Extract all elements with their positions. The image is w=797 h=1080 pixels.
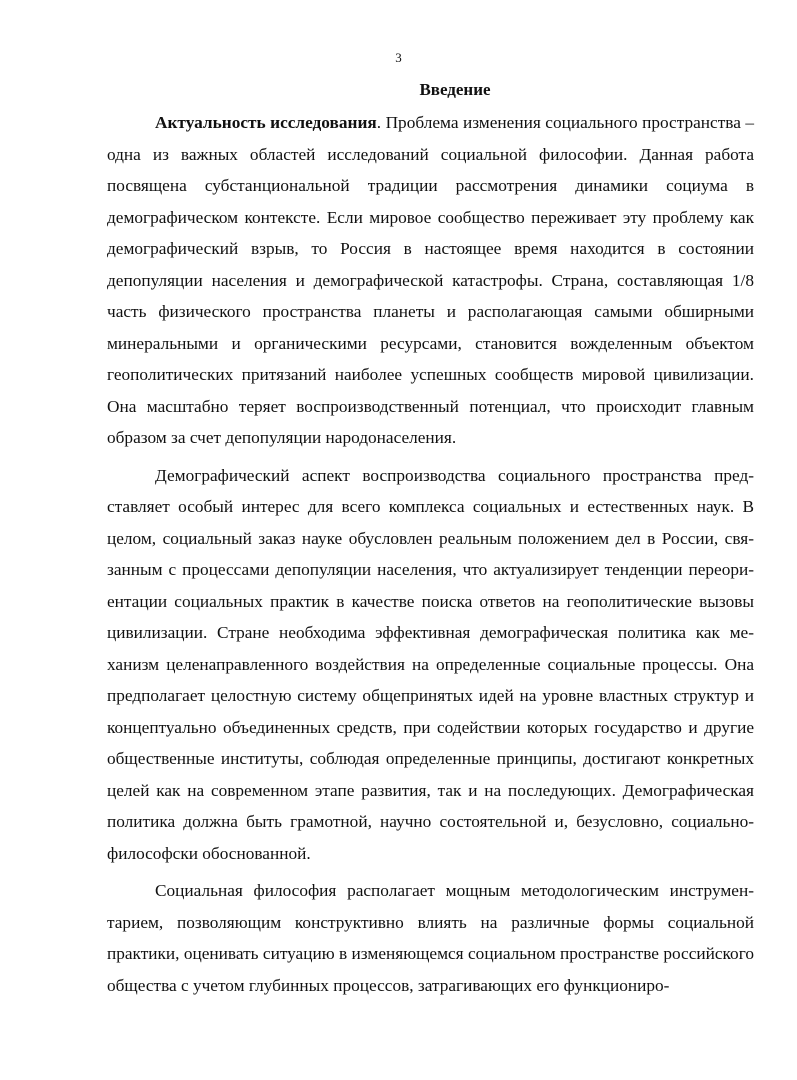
section-title: Введение: [419, 80, 491, 99]
paragraph-social-philosophy: Социальная философия располагает мощным методологическим инструментарием, позволяющим конструктивно влиять на различные формы социальной практики, оценивать ситуацию в изменяющемся социальном пространстве российского общества с учетом глубинных процессов, затрагивающих его функциониро-: [107, 881, 754, 995]
paragraph-relevance: [107, 107, 754, 454]
body-text: [107, 107, 754, 1001]
page-number: 3: [395, 50, 402, 65]
paragraph-text: . Проблема изменения социального пространства – одна из важных областей исследований социальной философии. Данная работа посвящена субстанциональной традиции рассмотрения динамики социума в демографическом контексте. Если мировое сообщество переживает эту проблему как демографический взрыв, то Россия в настоящее время находится в состоянии депопуляции населения и демографической катастрофы. Страна, составляющая 1/8 часть физического пространства планеты и располагающая самыми обширными минеральными и органическими ресурсами, становится вожделенным объектом геополитических притязаний наиболее успешных сообществ мировой цивилизации. Она масштабно теряет воспроизводственный потенциал, что происходит главным образом за счет депопуляции народонаселения.: [107, 113, 755, 447]
paragraph-lead-heading: Актуальность исследования: [155, 113, 377, 132]
paragraph-demographic-aspect: Демографический аспект воспроизводства социального пространства представляет особый интерес для всего комплекса социальных и естественных наук. В целом, социальный заказ науке обусловлен реальным положением дел в России, связанным с процессами депопуляции населения, что актуализирует тенденции переориентации социальных практик в качестве поиска ответов на геополитические вызовы цивилизации. Стране необходима эффективная демографическая политика как механизм целенаправленного воздействия на определенные социальные процессы. Она предполагает целостную систему общепринятых идей на уровне властных структур и концептуально объединенных средств, при содействии которых государство и другие общественные институты, соблюдая определенные принципы, достигают конкретных целей как на современном этапе развития, так и на последующих. Демографическая политика должна быть грамотной, научно состоятельной и, безусловно, социально-философски обоснованной.: [107, 465, 754, 863]
